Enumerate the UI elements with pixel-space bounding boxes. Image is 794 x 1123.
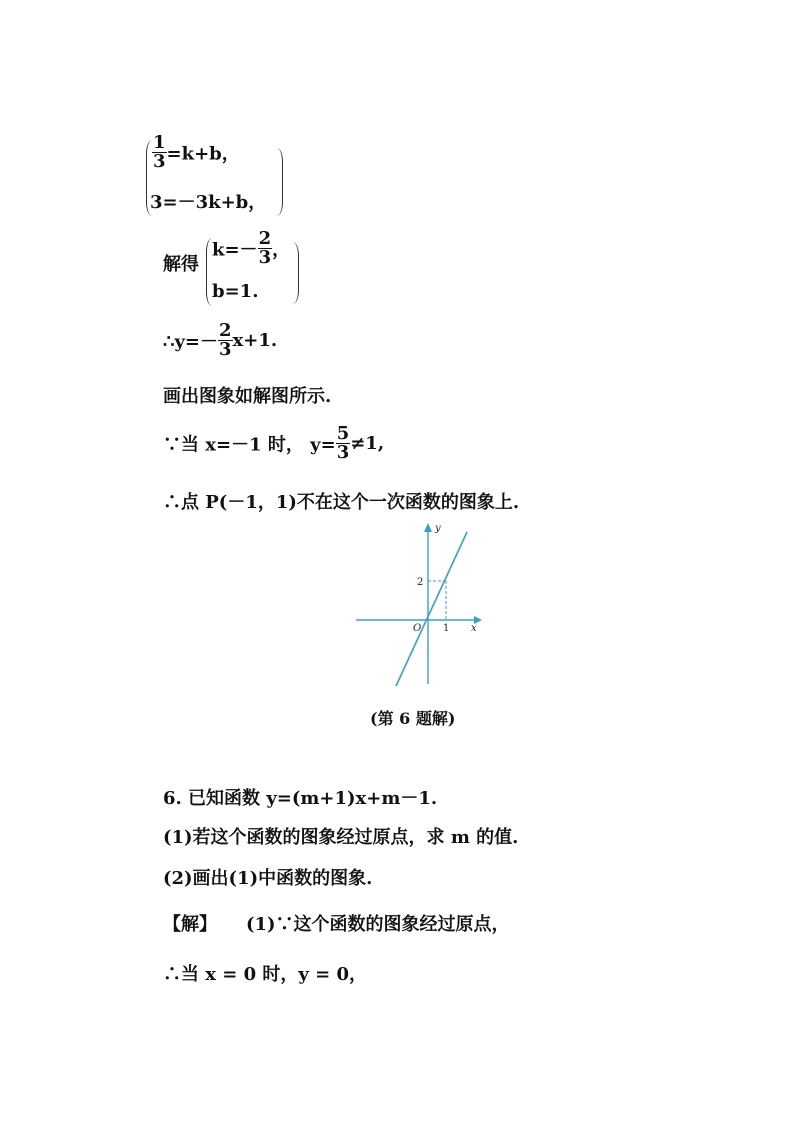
- x-axis-label: x: [471, 623, 477, 634]
- problem-part2: (2)画出(1)中函数的图象.: [163, 868, 373, 889]
- eq1-rhs: =k+b，: [166, 143, 240, 165]
- because-line: ∵当 x=－1 时， y= $\frac{5}{3}$ ≠1,: [163, 423, 385, 463]
- solution-line1: (1)∵这个函数的图象经过原点，: [246, 914, 510, 935]
- system-eq1: [152, 134, 240, 171]
- function-line: [396, 532, 467, 686]
- draw-text: 画出图象如解图所示.: [163, 386, 332, 407]
- solve-prefix: 解得: [163, 254, 199, 275]
- problem-part1: (1)若这个函数的图象经过原点，求 m 的值.: [163, 827, 519, 848]
- graph-caption: (第 6 题解): [370, 709, 456, 728]
- right-brace: [276, 148, 283, 216]
- solve-k: k=－ $\frac{2}{3}$ ，: [212, 228, 291, 268]
- therefore-y: ∴y=－ $\frac{2}{3}$ x+1.: [163, 320, 278, 360]
- fraction-five-thirds: $\frac{5}{3}$: [336, 423, 350, 463]
- y-axis-arrow: [424, 523, 432, 532]
- origin-label: O: [413, 623, 422, 634]
- conclusion: ∴点 P(－1，1)不在这个一次函数的图象上.: [163, 492, 520, 513]
- function-graph: [350, 518, 490, 688]
- solve-b: b=1.: [212, 281, 259, 302]
- tick-label-y2: 2: [417, 577, 424, 588]
- solve-right-brace: [292, 242, 299, 304]
- fraction-two-thirds: $\frac{2}{3}$: [258, 228, 272, 268]
- solution-tag: 【解】: [163, 914, 217, 935]
- fraction-two-thirds-y: $\frac{2}{3}$: [219, 320, 232, 360]
- fraction-one-third: $\frac{1}{3}$: [153, 132, 166, 172]
- problem-title: 6. 已知函数 y=(m+1)x+m－1.: [163, 788, 438, 809]
- y-axis-label: y: [435, 523, 441, 534]
- solution-line2: ∴当 x = 0 时，y = 0，: [163, 964, 368, 985]
- system-eq2: 3=－3k+b，: [150, 192, 267, 213]
- tick-label-x1: 1: [443, 623, 450, 634]
